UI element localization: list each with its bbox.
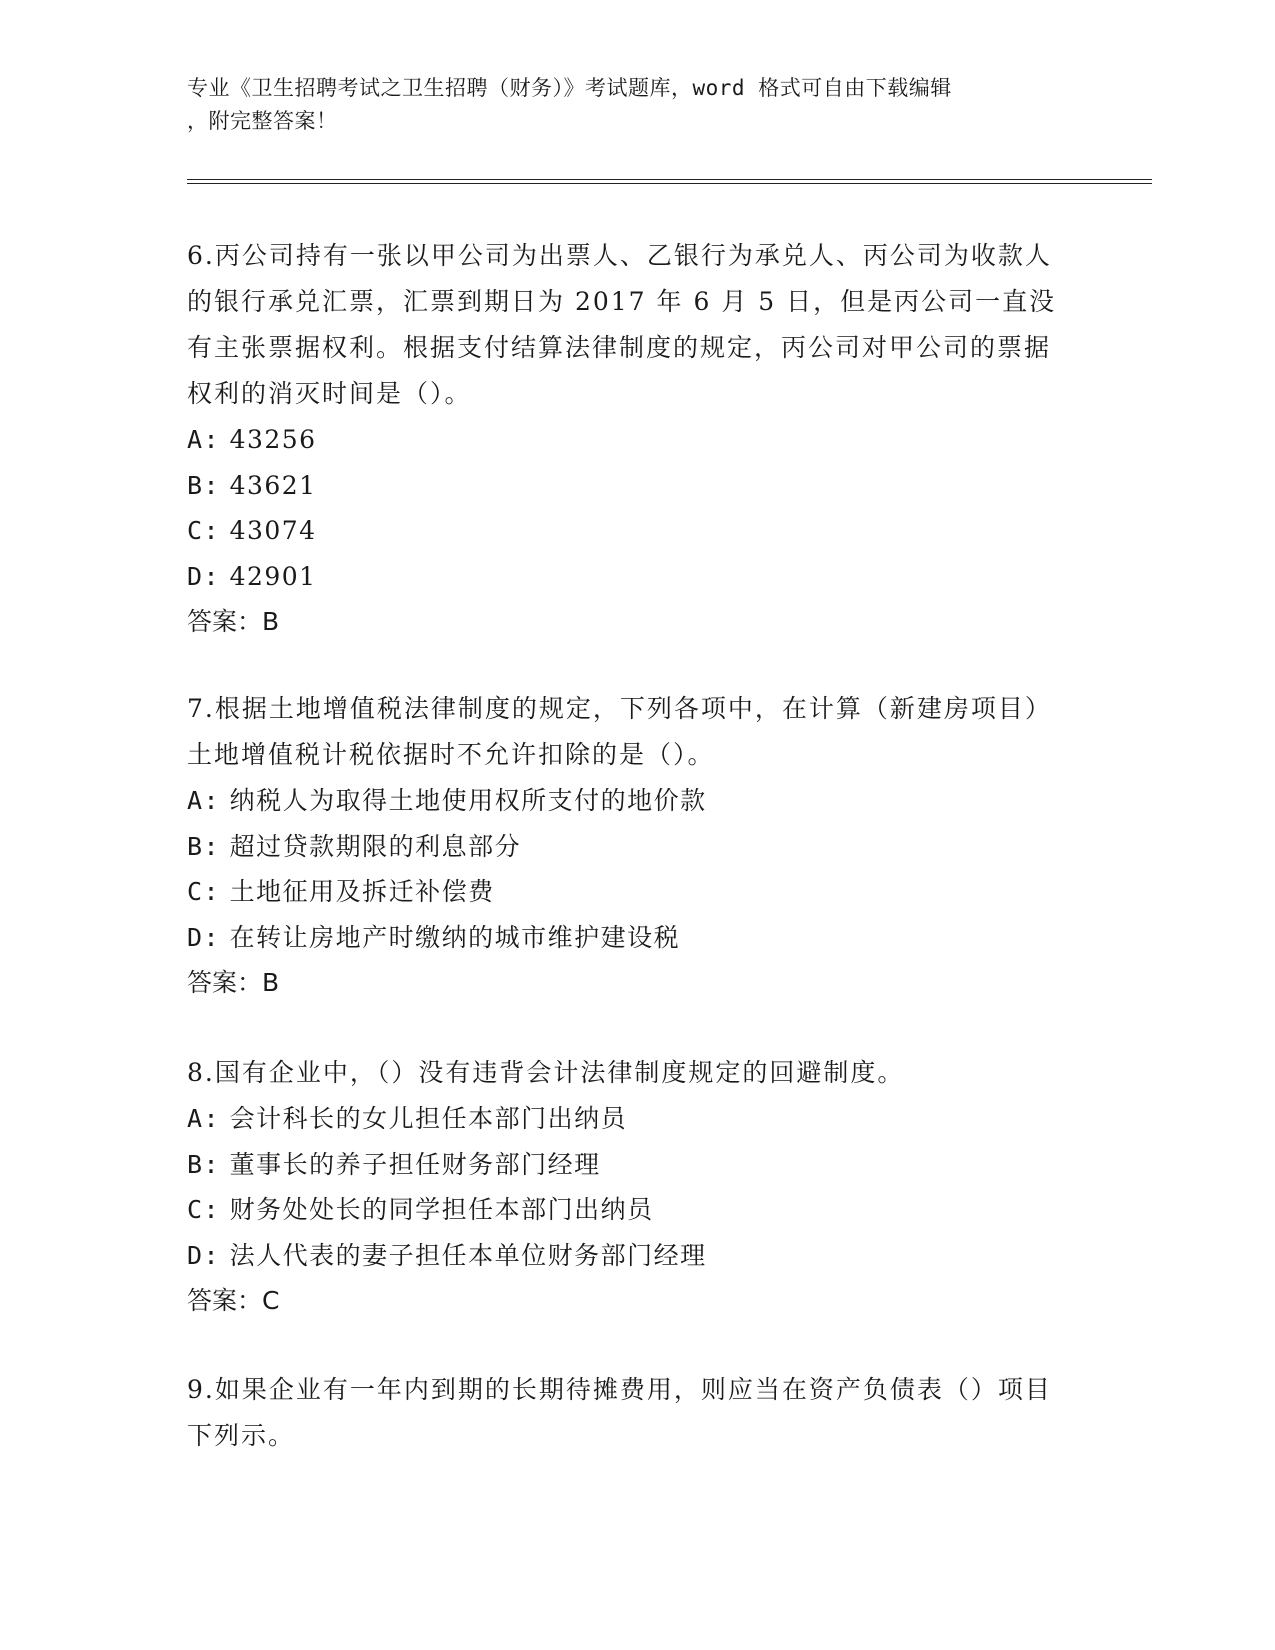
answer-label: 答案：C bbox=[187, 1286, 280, 1315]
header-divider-top bbox=[187, 179, 1152, 180]
option-b bbox=[187, 463, 1077, 509]
option-c bbox=[187, 508, 1077, 554]
document-header: 专业《卫生招聘考试之卫生招聘（财务）》考试题库，word 格式可自由下载编辑 ，附完整答案！ bbox=[187, 76, 952, 133]
option-a bbox=[187, 778, 1077, 824]
question-stem: 6.丙公司持有一张以甲公司为出票人、乙银行为承兑人、丙公司为收款人的银行承兑汇票，汇票到期日为 2017 年 6 月 5 日，但是丙公司一直没有主张票据权利。根据支付结算法律制度的规定，丙公司对甲公司的票据权利的消灭时间是（）。 bbox=[187, 241, 1057, 408]
option-letter: C: bbox=[187, 1195, 221, 1224]
option-text: 土地征用及拆迁补偿费 bbox=[229, 877, 495, 906]
option-letter: D: bbox=[187, 561, 221, 591]
question-stem: 7.根据土地增值税法律制度的规定，下列各项中，在计算（新建房项目）土地增值税计税依据时不允许扣除的是（）。 bbox=[187, 694, 1052, 769]
option-text: 43621 bbox=[229, 470, 317, 500]
option-a bbox=[187, 417, 1077, 463]
question-8 bbox=[187, 1050, 1077, 1324]
option-c bbox=[187, 869, 1077, 915]
option-text: 纳税人为取得土地使用权所支付的地价款 bbox=[229, 786, 707, 815]
option-letter: B: bbox=[187, 470, 221, 500]
option-b bbox=[187, 1142, 1077, 1188]
option-letter: B: bbox=[187, 1149, 221, 1179]
option-text: 超过贷款期限的利息部分 bbox=[229, 831, 522, 861]
option-d bbox=[187, 1233, 1077, 1279]
answer-label: 答案：B bbox=[187, 607, 280, 636]
option-text: 在转让房地产时缴纳的城市维护建设税 bbox=[229, 922, 681, 952]
option-letter: A: bbox=[187, 1104, 221, 1133]
option-c bbox=[187, 1187, 1077, 1233]
question-stem: 8.国有企业中，（）没有违背会计法律制度规定的回避制度。 bbox=[187, 1058, 905, 1087]
option-d bbox=[187, 554, 1077, 600]
question-stem: 9.如果企业有一年内到期的长期待摊费用，则应当在资产负债表（）项目下列示。 bbox=[187, 1375, 1052, 1450]
option-text: 财务处处长的同学担任本部门出纳员 bbox=[229, 1195, 654, 1224]
option-text: 董事长的养子担任财务部门经理 bbox=[229, 1149, 601, 1179]
option-letter: B: bbox=[187, 831, 221, 861]
option-letter: C: bbox=[187, 877, 221, 906]
option-letter: D: bbox=[187, 922, 221, 952]
option-text: 法人代表的妻子担任本单位财务部门经理 bbox=[229, 1240, 707, 1270]
option-text: 43256 bbox=[229, 425, 317, 454]
question-6 bbox=[187, 233, 1077, 645]
option-letter: A: bbox=[187, 425, 221, 454]
option-b bbox=[187, 824, 1077, 870]
question-7 bbox=[187, 686, 1077, 1006]
answer-label: 答案：B bbox=[187, 968, 280, 997]
option-a bbox=[187, 1096, 1077, 1142]
option-text: 会计科长的女儿担任本部门出纳员 bbox=[229, 1104, 628, 1133]
option-d bbox=[187, 915, 1077, 961]
option-text: 42901 bbox=[229, 561, 317, 591]
option-letter: D: bbox=[187, 1240, 221, 1270]
option-letter: A: bbox=[187, 786, 221, 815]
header-divider-bottom bbox=[187, 183, 1152, 184]
option-text: 43074 bbox=[229, 516, 317, 545]
question-9 bbox=[187, 1367, 1077, 1459]
option-letter: C: bbox=[187, 516, 221, 545]
